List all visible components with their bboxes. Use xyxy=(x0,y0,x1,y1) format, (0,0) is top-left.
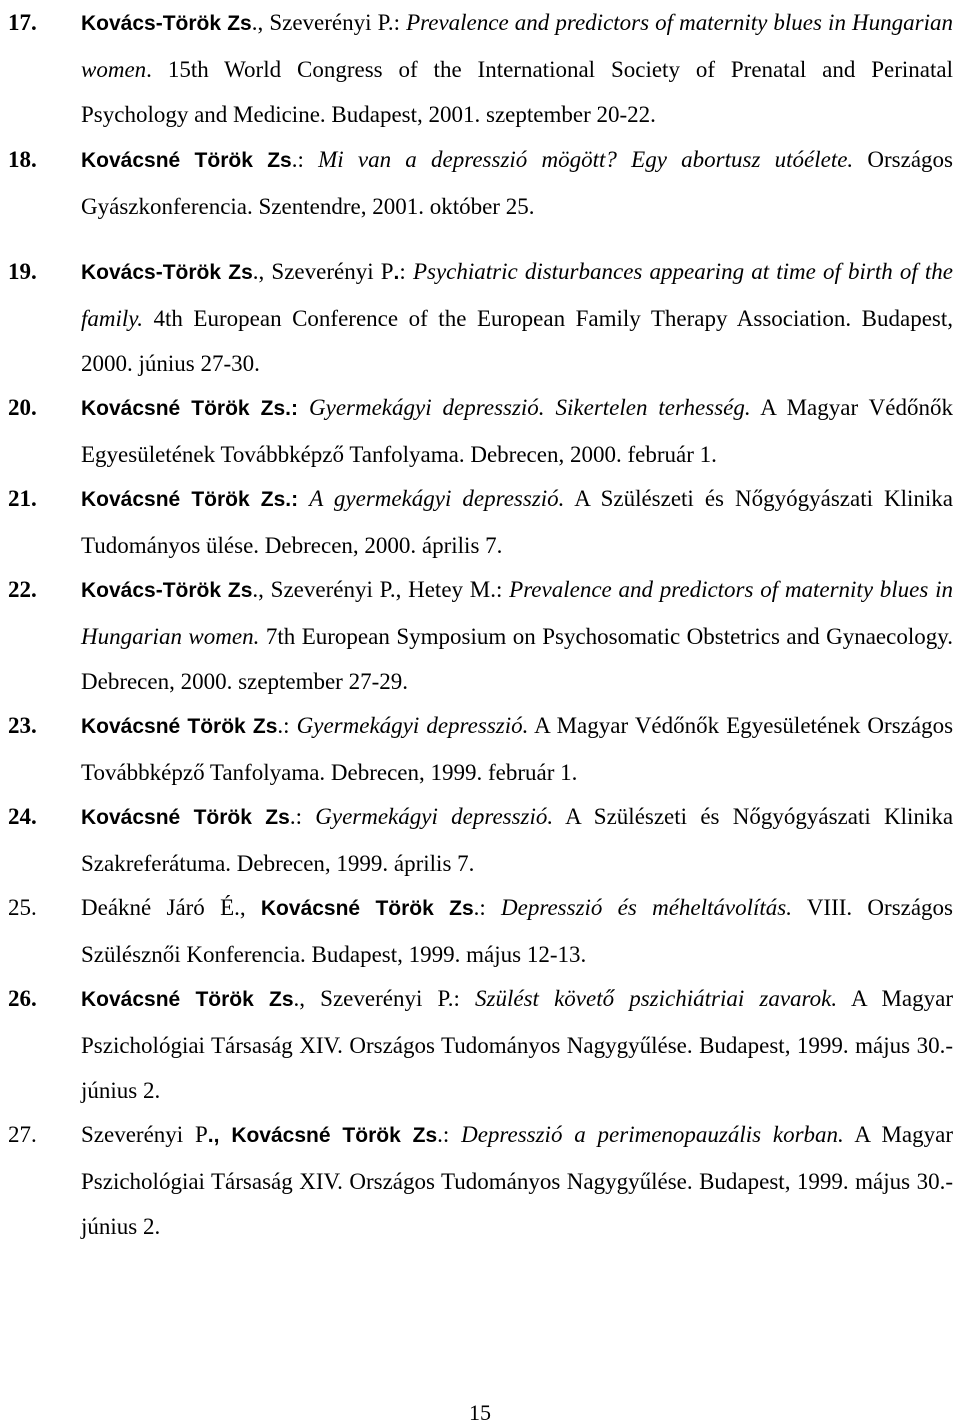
citation-text: .: xyxy=(437,1122,462,1147)
reference-text xyxy=(81,249,953,387)
reference-text xyxy=(81,0,953,138)
reference-text xyxy=(81,476,953,568)
author-name: Kovácsné Török Zs xyxy=(81,806,290,829)
author-name: : xyxy=(291,488,310,511)
item-number: 23. xyxy=(8,713,37,738)
item-number: 25. xyxy=(8,895,37,920)
citation-text: A Magyar Védőnők Egyesületének Továbbképző Tanfolyama. Debrecen, 2000. február 1. xyxy=(81,395,953,467)
author-name: : xyxy=(290,397,309,420)
author-name: Kovácsné Török Zs xyxy=(260,897,474,920)
item-number: 19. xyxy=(8,259,37,284)
citation-text: A Magyar Védőnők Egyesületének Országos Továbbképző Tanfolyama. Debrecen, 1999. február 1. xyxy=(81,713,954,785)
author-name: Kovácsné Török Zs. xyxy=(81,488,292,511)
item-number: 27. xyxy=(8,1122,37,1147)
author-name: Kovács-Török Zs xyxy=(81,12,252,35)
author-name: . xyxy=(393,261,400,284)
reference-text xyxy=(81,567,953,705)
title-text: Szülést követő pszichiátriai zavarok. xyxy=(475,986,838,1011)
reference-text xyxy=(81,137,953,229)
reference-text xyxy=(81,885,953,977)
citation-text: : xyxy=(399,259,413,284)
author-name: Kovácsné Török Zs xyxy=(81,149,292,172)
item-number: 21. xyxy=(8,486,37,511)
citation-text: A Szülészeti és Nőgyógyászati Klinika Szakreferátuma. Debrecen, 1999. április 7. xyxy=(81,804,954,876)
citation-text: .: xyxy=(289,804,316,829)
item-number: 17. xyxy=(8,10,37,35)
citation-text: ., Szeverényi P., Hetey M.: xyxy=(252,577,510,602)
page-number: 15 xyxy=(469,1400,491,1425)
citation-text: .: xyxy=(473,895,502,920)
title-text: Gyermekágyi depresszió. xyxy=(315,804,554,829)
title-text: Prevalence and predictors of maternity blues in Hungarian women. xyxy=(81,577,953,649)
citation-text: A Magyar Pszichológiai Társaság XIV. Országos Tudományos Nagygyűlése. Budapest, 1999. május 30.-június 2. xyxy=(81,1122,953,1239)
citation-text: ., Szeverényi P xyxy=(252,259,394,284)
title-text: Gyermekágyi depresszió. xyxy=(296,713,529,738)
title-text: Prevalence and predictors of maternity blues in Hungarian women xyxy=(81,10,953,82)
citation-text: .: xyxy=(277,713,297,738)
citation-text: 7th European Symposium on Psychosomatic Obstetrics and Gynaecology. Debrecen, 2000. szeptember 27-29. xyxy=(81,623,953,694)
author-name: Kovácsné Török Zs xyxy=(81,988,294,1011)
citation-text: ., Szeverényi P.: xyxy=(293,986,476,1011)
reference-text xyxy=(81,976,953,1114)
author-name: Kovácsné Török Zs xyxy=(81,715,278,738)
item-number: 22. xyxy=(8,577,37,602)
citation-text: . 15th World Congress of the International Society of Prenatal and Perinatal Psychology and Medicine. Budapest, 2001. szeptember 20-22. xyxy=(81,56,953,127)
item-number: 26. xyxy=(8,986,37,1011)
author-name: ., Kovácsné Török Zs xyxy=(207,1124,438,1147)
reference-text xyxy=(81,1112,953,1250)
title-text: Depresszió és méheltávolítás. xyxy=(501,895,792,920)
author-name: Kovács-Török Zs xyxy=(81,261,253,284)
reference-text xyxy=(81,794,953,886)
citation-text: VIII. Országos Szülésznői Konferencia. Budapest, 1999. május 12-13. xyxy=(81,895,954,967)
item-number: 20. xyxy=(8,395,37,420)
citation-text: A Magyar Pszichológiai Társaság XIV. Országos Tudományos Nagygyűlése. Budapest, 1999. május 30.-június 2. xyxy=(81,986,953,1103)
title-text: Mi van a depresszió mögött? Egy abortusz utóélete. xyxy=(318,147,854,172)
citation-text: ., Szeverényi P.: xyxy=(251,10,407,35)
citation-text: 4th European Conference of the European Family Therapy Association. Budapest, 2000. június 27-30. xyxy=(81,305,953,376)
reference-text xyxy=(81,703,953,795)
title-text: A gyermekágyi depresszió. xyxy=(309,486,565,511)
citation-text: .: xyxy=(291,147,319,172)
reference-text xyxy=(81,385,953,477)
citation-text: Szeverényi P xyxy=(81,1122,208,1147)
author-name: Kovácsné Török Zs. xyxy=(81,397,291,420)
title-text: Psychiatric disturbances appearing at time of birth of the family. xyxy=(81,259,954,331)
item-number: 18. xyxy=(8,147,37,172)
title-text: Depresszió a perimenopauzális korban. xyxy=(461,1122,844,1147)
author-name: Kovács-Török Zs xyxy=(81,579,253,602)
title-text: Gyermekágyi depresszió. Sikertelen terhesség. xyxy=(309,395,751,420)
citation-text: Országos Gyászkonferencia. Szentendre, 2001. október 25. xyxy=(81,147,953,219)
item-number: 24. xyxy=(8,804,37,829)
citation-text: A Szülészeti és Nőgyógyászati Klinika Tudományos ülése. Debrecen, 2000. április 7. xyxy=(81,486,954,558)
citation-text: Deákné Járó É., xyxy=(81,895,261,920)
